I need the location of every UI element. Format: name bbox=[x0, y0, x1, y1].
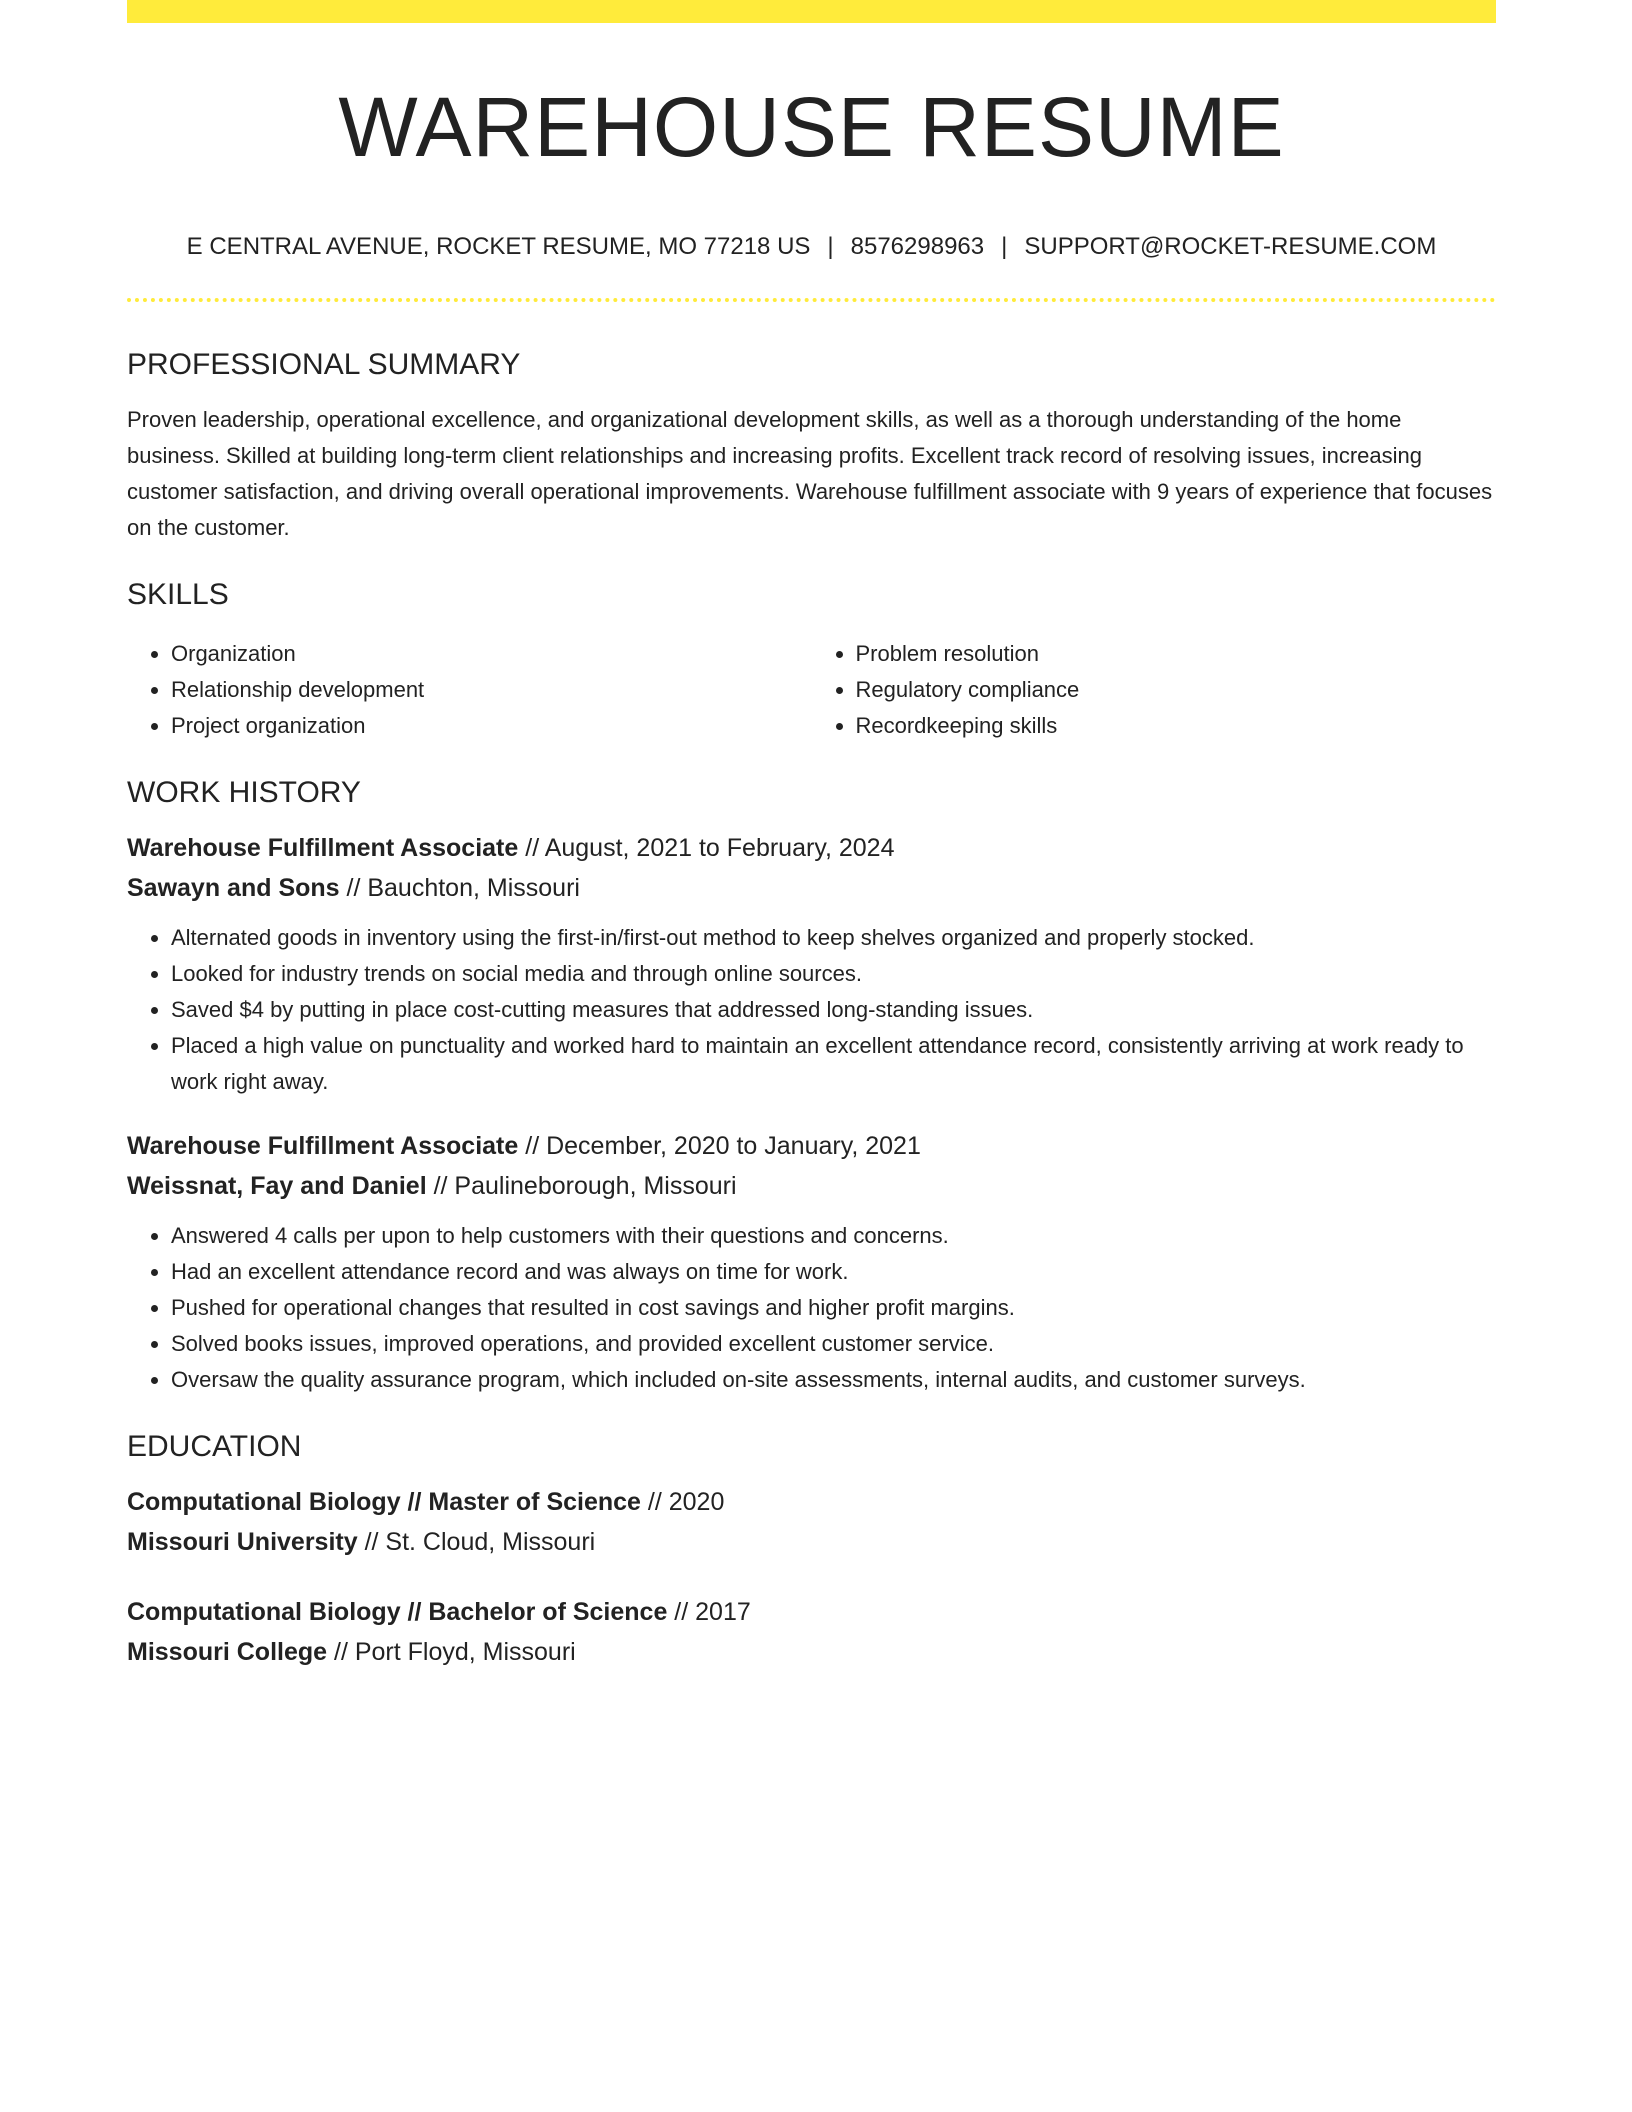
education-degree-line bbox=[127, 1592, 1496, 1632]
job-bullets bbox=[127, 1218, 1496, 1398]
contact-line bbox=[127, 235, 1496, 259]
education-school-line bbox=[127, 1632, 1496, 1672]
work-history-heading: WORK HISTORY bbox=[127, 776, 361, 809]
skills-column-left bbox=[127, 636, 812, 744]
dotted-divider bbox=[127, 298, 1496, 302]
top-accent-bar bbox=[127, 0, 1496, 23]
job-bullets bbox=[127, 920, 1496, 1100]
skill-item: • Recordkeeping skills bbox=[856, 708, 1497, 744]
education-degree: Computational Biology // Master of Science bbox=[127, 1488, 641, 1516]
job-company: Sawayn and Sons bbox=[127, 874, 340, 902]
education-degree-line bbox=[127, 1482, 1496, 1522]
resume-title: WAREHOUSE RESUME bbox=[338, 80, 1285, 174]
skills-column-right bbox=[812, 636, 1497, 744]
education-school: Missouri College bbox=[127, 1638, 328, 1666]
job-entry bbox=[127, 1126, 1496, 1398]
resume-page bbox=[127, 0, 1496, 1672]
education-heading: EDUCATION bbox=[127, 1430, 302, 1463]
job-bullet: • Solved books issues, improved operations, and provided excellent customer service. bbox=[171, 1326, 1496, 1362]
job-bullet: • Had an excellent attendance record and was always on time for work. bbox=[171, 1254, 1496, 1290]
job-company: Weissnat, Fay and Daniel bbox=[127, 1172, 427, 1200]
skills-heading: SKILLS bbox=[127, 578, 229, 611]
contact-email: SUPPORT@ROCKET-RESUME.COM bbox=[1024, 233, 1437, 260]
job-company-line bbox=[127, 1166, 1496, 1206]
education-year: // 2017 bbox=[667, 1598, 751, 1626]
skill-item: • Regulatory compliance bbox=[856, 672, 1497, 708]
job-bullet: • Answered 4 calls per upon to help customers with their questions and concerns. bbox=[171, 1218, 1496, 1254]
job-entry bbox=[127, 828, 1496, 1100]
skill-item: • Project organization bbox=[171, 708, 812, 744]
contact-phone: 8576298963 bbox=[850, 233, 985, 260]
education-entry bbox=[127, 1482, 1496, 1562]
job-bullet: • Looked for industry trends on social media and through online sources. bbox=[171, 956, 1496, 992]
education-location: // Port Floyd, Missouri bbox=[327, 1638, 576, 1666]
summary-text: Proven leadership, operational excellence, and organizational development skills, as well as a thorough understanding of the home business. Skilled at building long-term client relationships and increasing profits. Excellent track record of resolving issues, increasing customer satisfaction, and driving overall operational improvements. Warehouse fulfillment associate with 9 years of experience that focuses on the customer. bbox=[127, 407, 1493, 540]
job-company-line bbox=[127, 868, 1496, 908]
contact-address: E CENTRAL AVENUE, ROCKET RESUME, MO 77218 US bbox=[186, 233, 811, 260]
job-bullet: • Placed a high value on punctuality and worked hard to maintain an excellent attendance record, consistently arriving at work ready to work right away. bbox=[171, 1028, 1496, 1100]
education-location: // St. Cloud, Missouri bbox=[357, 1528, 596, 1556]
skill-item: • Relationship development bbox=[171, 672, 812, 708]
skills-list bbox=[127, 636, 1496, 744]
job-title-line bbox=[127, 828, 1496, 868]
education-school-line bbox=[127, 1522, 1496, 1562]
job-dates: // August, 2021 to February, 2024 bbox=[518, 834, 895, 862]
job-title-line bbox=[127, 1126, 1496, 1166]
job-location: // Bauchton, Missouri bbox=[339, 874, 580, 902]
contact-separator: | bbox=[1001, 233, 1008, 260]
education-degree: Computational Biology // Bachelor of Science bbox=[127, 1598, 668, 1626]
skill-item: • Problem resolution bbox=[856, 636, 1497, 672]
education-school: Missouri University bbox=[127, 1528, 358, 1556]
job-bullet: • Oversaw the quality assurance program, which included on-site assessments, internal audits, and customer surveys. bbox=[171, 1362, 1496, 1398]
summary-heading: PROFESSIONAL SUMMARY bbox=[127, 348, 521, 381]
job-location: // Paulineborough, Missouri bbox=[426, 1172, 737, 1200]
skill-item: • Organization bbox=[171, 636, 812, 672]
education-entry bbox=[127, 1592, 1496, 1672]
education-year: // 2020 bbox=[640, 1488, 725, 1516]
job-dates: // December, 2020 to January, 2021 bbox=[518, 1132, 921, 1160]
contact-separator: | bbox=[827, 233, 834, 260]
job-bullet: • Saved $4 by putting in place cost-cutting measures that addressed long-standing issues. bbox=[171, 992, 1496, 1028]
job-role: Warehouse Fulfillment Associate bbox=[127, 1132, 519, 1160]
job-bullet: • Alternated goods in inventory using the first-in/first-out method to keep shelves organized and properly stocked. bbox=[171, 920, 1496, 956]
job-bullet: • Pushed for operational changes that resulted in cost savings and higher profit margins. bbox=[171, 1290, 1496, 1326]
job-role: Warehouse Fulfillment Associate bbox=[127, 834, 519, 862]
